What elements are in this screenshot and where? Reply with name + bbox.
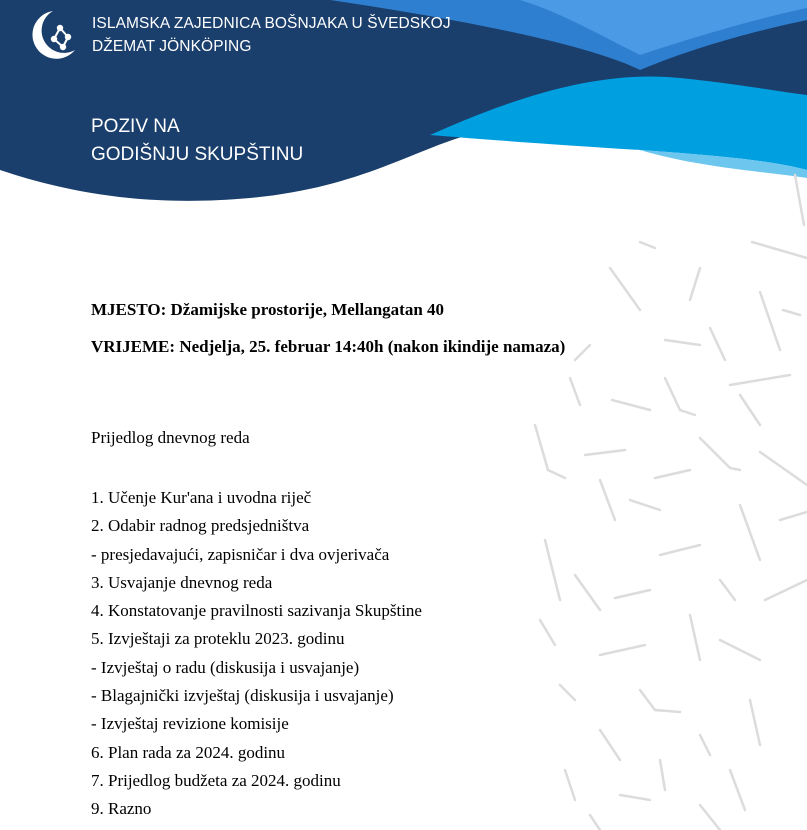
location-label: MJESTO: xyxy=(91,300,167,319)
invitation-title-line2: GODIŠNJU SKUPŠTINU xyxy=(91,144,304,165)
agenda-item: 1. Učenje Kur'ana i uvodna riječ xyxy=(91,488,312,507)
logo-crescent-icon xyxy=(20,6,80,64)
agenda-item: 6. Plan rada za 2024. godinu xyxy=(91,742,286,762)
agenda-item: 7. Prijedlog budžeta za 2024. godinu xyxy=(91,770,341,790)
meeting-location xyxy=(91,300,444,320)
agenda-item: 5. Izvještaji za proteklu 2023. godinu xyxy=(91,629,345,649)
agenda-item: 2. Odabir radnog predsjedništva xyxy=(91,516,310,536)
organization-name: ISLAMSKA ZAJEDNICA BOŠNJAKA U ŠVEDSKOJ xyxy=(92,15,451,32)
agenda-item: 3. Usvajanje dnevnog reda xyxy=(91,572,273,592)
agenda-item: - Blagajnički izvještaj (diskusija i usvajanje) xyxy=(91,686,394,706)
invitation-title-line1: POZIV NA xyxy=(91,116,180,137)
agenda-item: 9. Razno xyxy=(91,799,152,819)
agenda-list xyxy=(91,484,422,824)
time-value: Nedjelja, 25. februar 14:40h (nakon ikindije namaza) xyxy=(179,337,566,356)
time-label: VRIJEME: xyxy=(91,337,176,356)
organization-branch: DŽEMAT JÖNKÖPING xyxy=(92,38,252,55)
agenda-title: Prijedlog dnevnog reda xyxy=(91,428,250,447)
location-value: Džamijske prostorije, Mellangatan 40 xyxy=(170,300,445,319)
agenda-item: - presjedavajući, zapisničar i dva ovjerivača xyxy=(91,544,390,564)
agenda-item: - Izvještaj o radu (diskusija i usvajanje) xyxy=(91,657,360,677)
agenda-item: 4. Konstatovanje pravilnosti sazivanja Skupštine xyxy=(91,601,422,621)
agenda-item: - Izvještaj revizione komisije xyxy=(91,714,289,734)
meeting-time xyxy=(91,337,565,357)
